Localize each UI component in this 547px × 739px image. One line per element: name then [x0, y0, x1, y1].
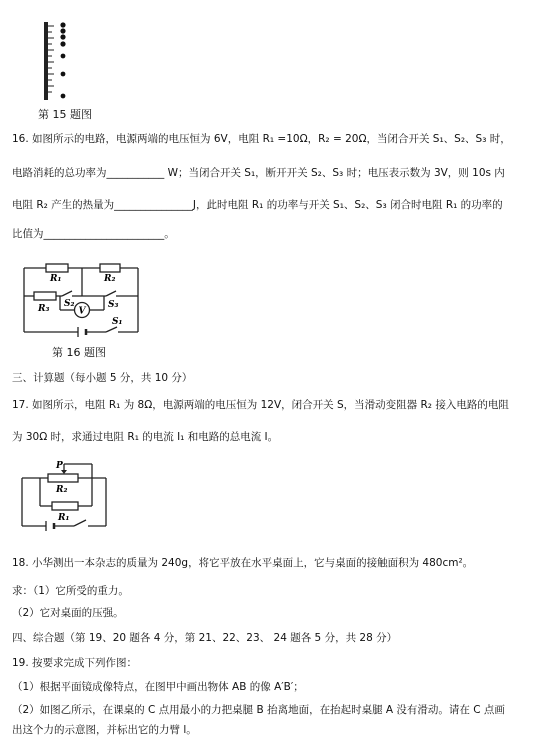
q17-line-1: 17. 如图所示，电阻 R₁ 为 8Ω，电源两端的电压恒为 12V，闭合开关 S，当滑动变阻器 R₂ 接入电路的电阻	[12, 399, 509, 411]
label-p: P	[56, 461, 63, 471]
section-3-heading: 三、计算题（每小题 5 分，共 10 分）	[12, 372, 193, 384]
q16-line-4: 比值为_______________________。	[12, 228, 175, 240]
label-s3: S₃	[108, 300, 119, 310]
q16-line-1: 16. 如图所示的电路，电源两端的电压恒为 6V，电阻 R₁ =10Ω，R₂ = 20Ω，当闭合开关 S₁、S₂、S₃ 时，	[12, 133, 511, 145]
q18-ask-2: （2）它对桌面的压强。	[12, 607, 124, 619]
label-s1: S₁	[112, 317, 123, 327]
figure-16-caption: 第 16 题图	[52, 346, 106, 359]
figure-15	[38, 20, 78, 102]
q19-line-2: （1）根据平面镜成像特点，在图甲中画出物体 AB 的像 A′B′；	[12, 681, 304, 693]
q18-ask-1: 求：（1）它所受的重力。	[12, 585, 129, 597]
voltmeter-label: V	[78, 306, 86, 317]
circuit-diagram-17	[18, 458, 110, 534]
q16-line-2: 电路消耗的总功率为___________ W；当闭合开关 S₁，断开开关 S₂、S₃ 时；电压表示数为 3V，则 10s 内	[12, 167, 505, 179]
label-s2: S₂	[64, 299, 75, 309]
label-r2: R₂	[104, 274, 116, 284]
q16-line-3: 电阻 R₂ 产生的热量为_______________J，此时电阻 R₁ 的功率与开关 S₁、S₂、S₃ 闭合时电阻 R₁ 的功率的	[12, 199, 503, 211]
circuit-diagram-16	[20, 258, 144, 340]
label-r1-17: R₁	[58, 513, 70, 523]
q19-line-1: 19. 按要求完成下列作图：	[12, 657, 138, 669]
label-r2-17: R₂	[56, 485, 68, 495]
label-r1: R₁	[50, 274, 62, 284]
q19-line-4: 出这个力的示意图，并标出它的力臂 l。	[12, 724, 197, 736]
label-r3: R₃	[38, 304, 50, 314]
figure-15-caption: 第 15 题图	[38, 108, 92, 121]
q19-line-3: （2）如图乙所示，在课桌的 C 点用最小的力把桌腿 B 抬离地面，在抬起时桌腿 A 没有滑动。请在 C 点画	[12, 704, 505, 716]
q17-line-2: 为 30Ω 时，求通过电阻 R₁ 的电流 I₁ 和电路的总电流 I。	[12, 431, 279, 443]
section-4-heading: 四、综合题（第 19、20 题各 4 分，第 21、22、23、 24 题各 5 分，共 28 分）	[12, 632, 398, 644]
q18-line-1: 18. 小华测出一本杂志的质量为 240g，将它平放在水平桌面上，它与桌面的接触面积为 480cm²。	[12, 557, 474, 569]
